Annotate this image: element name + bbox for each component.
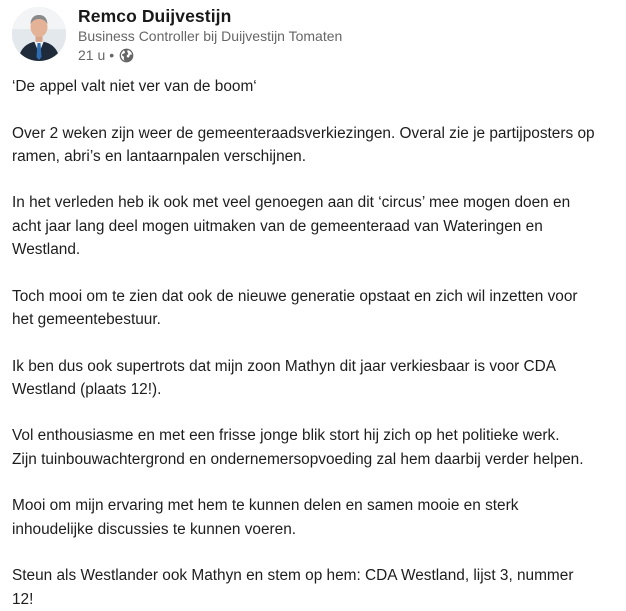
post-meta (78, 46, 342, 65)
post-paragraph: Steun als Westlander ook Mathyn en stem op hem: CDA Westland, lijst 3, nummer 12! (12, 567, 574, 608)
meta-separator: • (109, 47, 115, 63)
author-name[interactable]: Remco Duijvestijn (78, 6, 232, 26)
post-time[interactable]: 21 u (78, 47, 106, 63)
post-paragraph: In het verleden heb ik ook met veel genoegen aan dit ‘circus’ mee mogen doen en acht jaar lang deel mogen uitmaken van de gemeenteraad van Wateringen en Westland. (12, 194, 571, 259)
post-header (12, 4, 342, 65)
post-paragraph: Toch mooi om te zien dat ook de nieuwe generatie opstaat en zich wil inzetten voor het gemeentebestuur. (12, 287, 578, 328)
author-headline: Business Controller bij Duijvestijn Tomaten (78, 28, 343, 44)
globe-icon (119, 48, 134, 63)
post-paragraph: Mooi om mijn ervaring met hem te kunnen delen en samen mooie en sterk inhoudelijke discussies te kunnen voeren. (12, 497, 519, 538)
author-info (78, 4, 342, 65)
post-paragraph: ‘De appel valt niet ver van de boom‘ (12, 78, 257, 95)
profile-photo-icon (12, 7, 66, 61)
post-paragraph: Over 2 weken zijn weer de gemeenteraadsverkiezingen. Overal zie je partijposters op ramen, abri’s en lantaarnpalen verschijnen. (12, 124, 595, 165)
avatar[interactable] (12, 7, 66, 61)
post-body (12, 75, 620, 611)
post-paragraph: Vol enthousiasme en met een frisse jonge blik stort hij zich op het politieke werk. Zijn tuinbouwachtergrond en ondernemersopvoeding zal hem daarbij verder helpen. (12, 427, 584, 468)
post-paragraph: Ik ben dus ook supertrots dat mijn zoon Mathyn dit jaar verkiesbaar is voor CDA Westland (plaats 12!). (12, 357, 557, 398)
